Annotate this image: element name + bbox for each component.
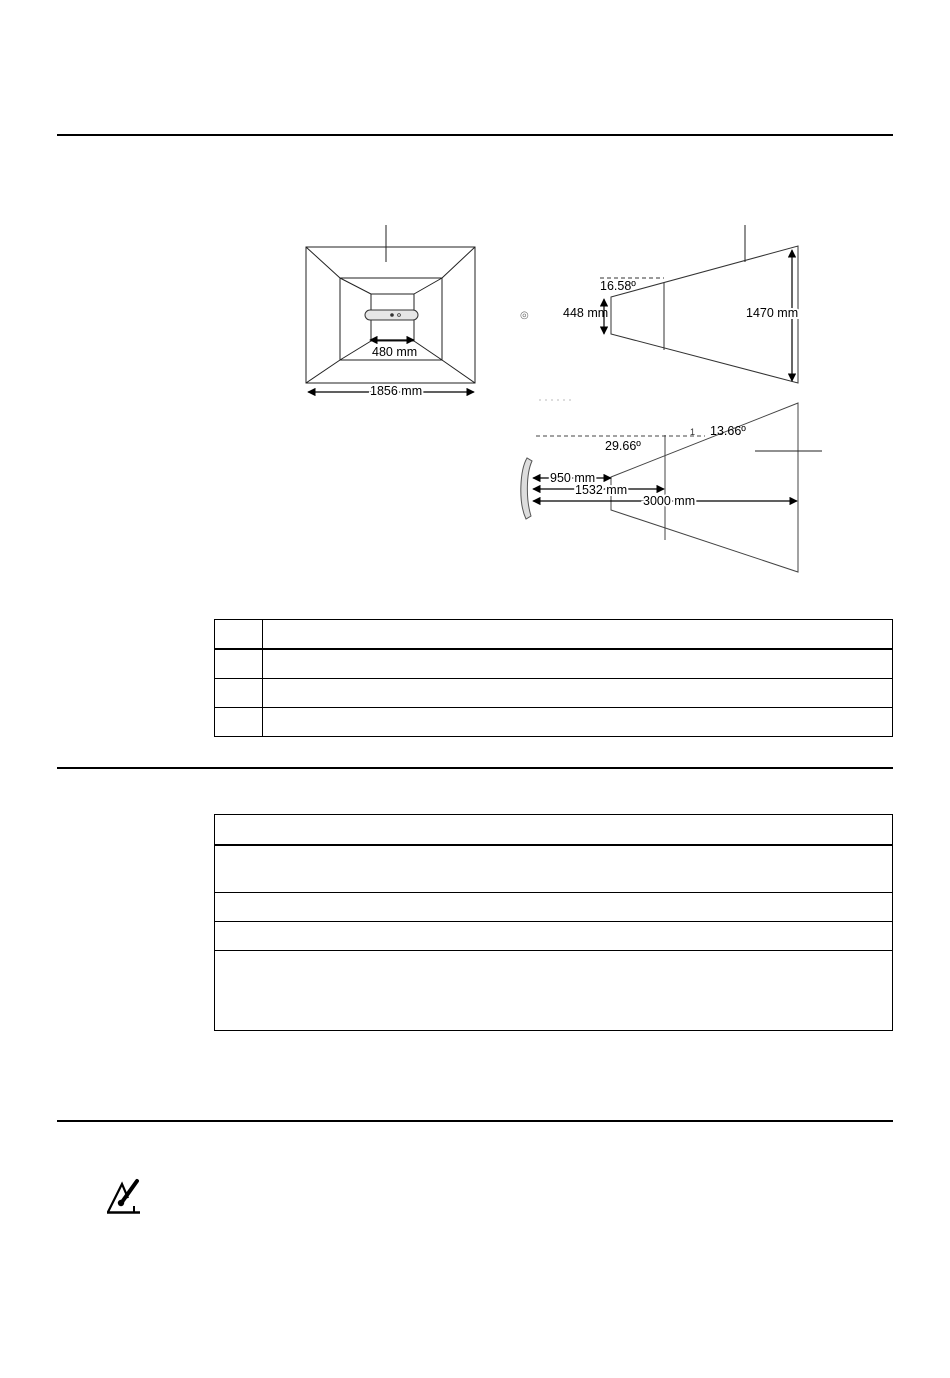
- bottom-rule: [57, 1120, 893, 1122]
- top-far-angle-label: 13.66º: [710, 424, 746, 438]
- top-view-frustum: [611, 403, 798, 572]
- table-cell: [215, 620, 263, 649]
- table-row: [215, 815, 893, 845]
- field-of-view-diagram: [0, 0, 950, 600]
- table-cell: [215, 679, 263, 708]
- top-dist-2-label: 1532 mm: [575, 483, 628, 497]
- side-near-height-label: 448 mm: [563, 306, 609, 320]
- legend-table: [214, 619, 893, 737]
- top-near-angle-label: 29.66º: [605, 439, 641, 453]
- table-row: [215, 951, 893, 1031]
- table-cell: [215, 708, 263, 737]
- table-cell: [215, 922, 893, 951]
- side-view: [600, 225, 798, 383]
- table-row: [215, 620, 893, 649]
- front-width-label: 1856 mm: [370, 384, 423, 398]
- side-far-height-label: 1470 mm: [746, 306, 799, 320]
- table-row: [215, 845, 893, 893]
- front-distance-label: 480 mm: [372, 345, 418, 359]
- table-cell: [263, 679, 893, 708]
- top-dist-1-label: 950 mm: [550, 471, 596, 485]
- table-row: [215, 708, 893, 737]
- table-cell: [263, 620, 893, 649]
- top-dist-3-label: 3000 mm: [643, 494, 696, 508]
- front-view: [306, 225, 475, 383]
- table-row: [215, 649, 893, 679]
- table-cell: [215, 893, 893, 922]
- table-cell: [263, 649, 893, 679]
- table-cell: [215, 951, 893, 1031]
- table-cell: [215, 845, 893, 893]
- table-cell: [215, 649, 263, 679]
- table-cell: [263, 708, 893, 737]
- note-pencil-icon: [104, 1178, 144, 1218]
- table-cell: [215, 815, 893, 845]
- table-row: [215, 679, 893, 708]
- side-angle-label: 16.58º: [600, 279, 636, 293]
- top-angle-index: 1: [690, 427, 696, 437]
- operator-head-icon: [521, 458, 532, 519]
- middle-rule: [57, 767, 893, 769]
- sensor-device-icon: [365, 310, 418, 320]
- table-row: [215, 922, 893, 951]
- side-view-sensor-icon: ◎: [520, 310, 529, 321]
- table-row: [215, 893, 893, 922]
- spec-table: [214, 814, 893, 1031]
